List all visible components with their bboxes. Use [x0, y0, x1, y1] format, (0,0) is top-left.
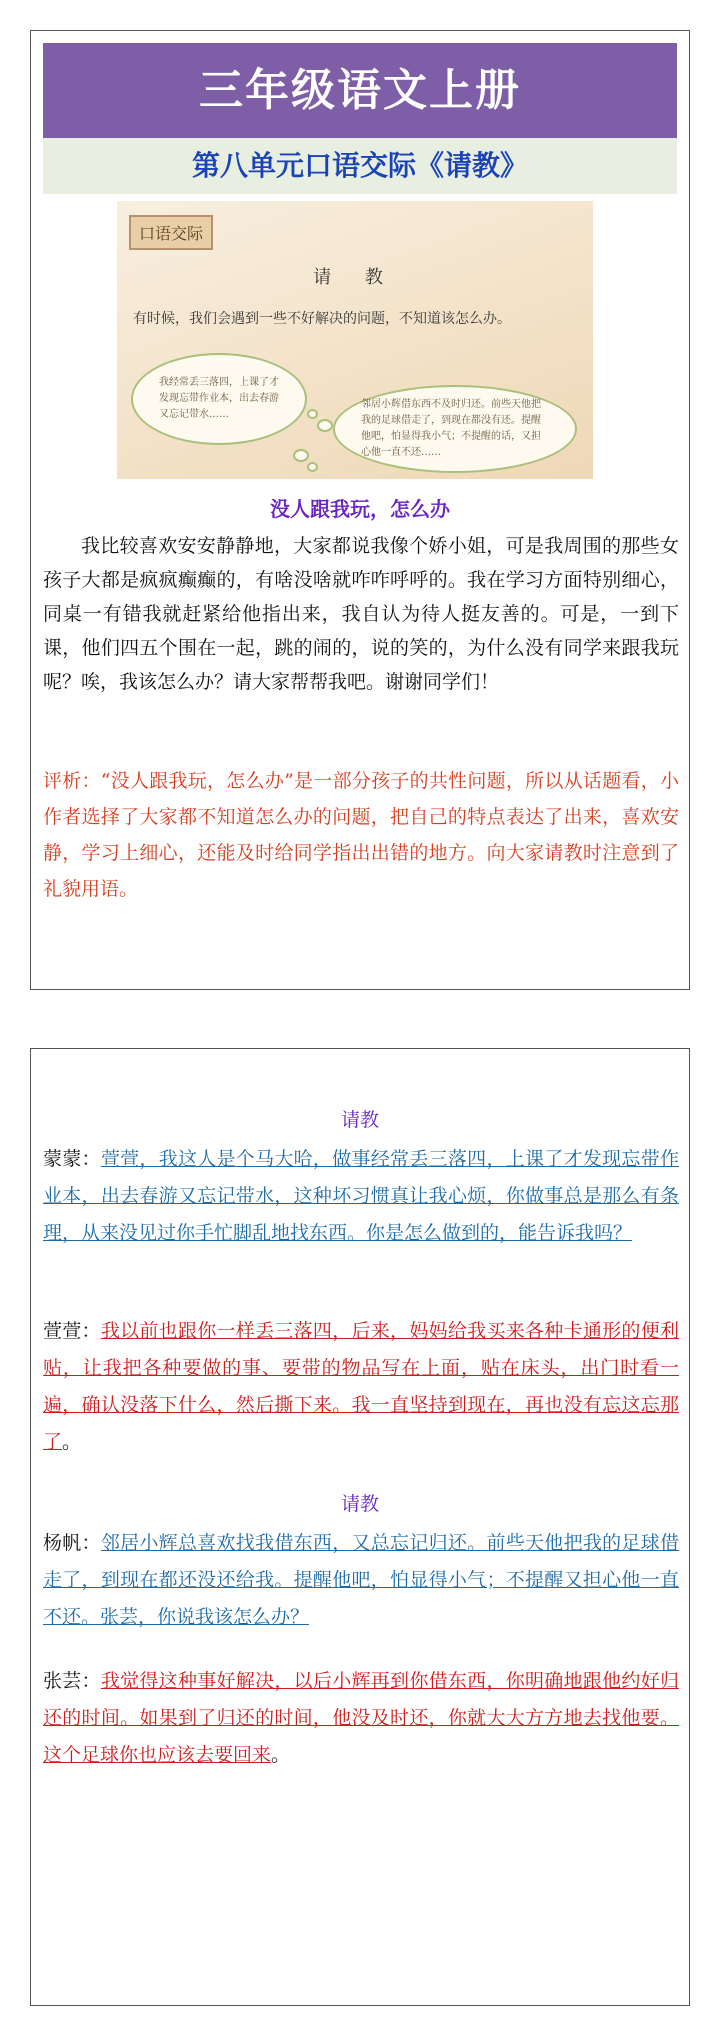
speech-mengmeng: 萱萱，我这人是个马大哈，做事经常丢三落四，上课了才发现忘带作业本，出去春游又忘记带水，这种坏习惯真让我心烦，你做事总是那么有条理，从来没见过你手忙脚乱地找东西。你是怎么做到的，能告诉我吗？: [43, 1148, 679, 1244]
thought-bubble-left: [131, 353, 307, 445]
page-title: 三年级语文上册: [43, 43, 677, 138]
bubble-dot: [307, 409, 318, 419]
page-two: [30, 1048, 690, 2006]
bubble-dot: [317, 419, 333, 432]
speaker-zhangyun: 张芸：: [43, 1670, 101, 1692]
speaker-yangfan: 杨帆：: [43, 1532, 101, 1554]
bubble-dot: [307, 462, 318, 472]
speech-xuanxuan: 我以前也跟你一样丢三落四，后来，妈妈给我买来各种卡通形的便利贴，让我把各种要做的事、要带的物品写在上面，贴在床头，出门时看一遍，确认没落下什么，然后撕下来。我一直坚持到现在，再也没有忘这忘那了: [43, 1320, 679, 1453]
dialog-line-mengmeng: [43, 1141, 679, 1252]
speech-zhangyun: 我觉得这种事好解决，以后小辉再到你借东西，你明确地跟他约好归还的时间。如果到了归还的时间，他没及时还，你就大大方方地去找他要。这个足球你也应该去要回来: [43, 1670, 679, 1766]
essay-title: 没人跟我玩，怎么办: [270, 497, 450, 521]
thought-bubble-right: [333, 385, 577, 473]
dialog-line-xuanxuan: [43, 1313, 679, 1461]
bubble-left-text: 我经常丢三落四，上课了才发现忘带作业本，出去春游又忘记带水……: [159, 377, 279, 420]
page-one: [30, 30, 690, 990]
textbook-title: 请 教: [313, 267, 397, 288]
dialog-line-zhangyun: [43, 1663, 679, 1774]
dialog-heading-2: 请教: [340, 1493, 379, 1515]
unit-subtitle: 第八单元口语交际《请教》: [43, 138, 677, 194]
bubble-right-text: 邻居小辉借东西不及时归还。前些天他把我的足球借走了，到现在都没有还。提醒他吧，怕显得我小气；不提醒的话，又担心他一直不还……: [361, 399, 541, 458]
speaker-mengmeng: 蒙蒙：: [43, 1148, 101, 1170]
textbook-tag: 口语交际: [129, 215, 213, 250]
dialog-line-yangfan: [43, 1525, 679, 1636]
period: 。: [271, 1744, 291, 1766]
dialog-heading-1: 请教: [340, 1109, 379, 1131]
speech-yangfan: 邻居小辉总喜欢找我借东西，又总忘记归还。前些天他把我的足球借走了，到现在都还没还给我。提醒他吧，怕显得小气；不提醒又担心他一直不还。张芸，你说我该怎么办？: [43, 1532, 679, 1628]
period: 。: [62, 1431, 82, 1453]
speaker-xuanxuan: 萱萱：: [43, 1320, 101, 1342]
essay-body: 我比较喜欢安安静静地，大家都说我像个娇小姐，可是我周围的那些女孩子大都是疯疯癫癫的，有啥没啥就咋咋呼呼的。我在学习方面特别细心，同桌一有错我就赶紧给他指出来，我自认为待人挺友善的。可是，一到下课，他们四五个围在一起，跳的闹的，说的笑的，为什么没有同学来跟我玩呢？唉，我该怎么办？请大家帮帮我吧。谢谢同学们！: [43, 535, 679, 693]
textbook-intro: 有时候，我们会遇到一些不好解决的问题，不知道该怎么办。: [133, 311, 511, 327]
textbook-illustration: [117, 201, 593, 479]
bubble-dot: [293, 449, 309, 462]
essay-comment: 评析：“没人跟我玩，怎么办”是一部分孩子的共性问题，所以从话题看，小作者选择了大家都不知道怎么办的问题，把自己的特点表达了出来，喜欢安静，学习上细心，还能及时给同学指出出错的地方。向大家请教时注意到了礼貌用语。: [43, 770, 679, 900]
